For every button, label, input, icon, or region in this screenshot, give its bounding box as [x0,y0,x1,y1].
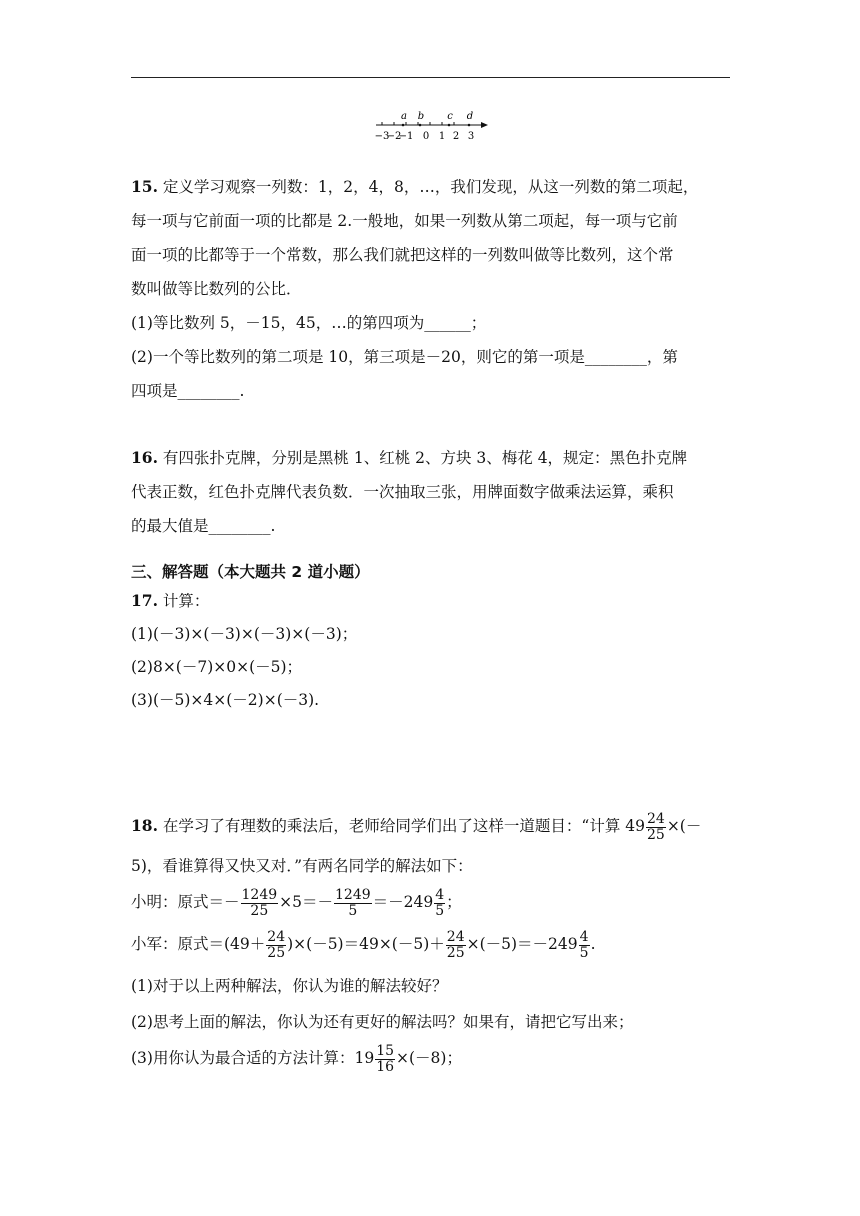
q18-text: 在学习了有理数的乘法后，老师给同学们出了这样一道题目：“计算 49 [162,817,645,835]
tick-label: −3 [374,131,390,142]
point-label-d: d [466,111,474,122]
fraction: $\frac{24}{25}$ [267,928,286,961]
fraction: $\frac{24}{25}$ [446,928,465,961]
fraction: $\frac{24}{25}$ [646,810,665,843]
number-line-arrow [481,122,488,128]
q15-text-line: 定义学习观察一列数：1，2，4，8，…，我们发现，从这一列数的第二项起， [162,178,699,196]
fraction: $\frac{15}{16}$ [376,1042,395,1075]
tick-label: 2 [452,131,460,142]
q16-text-line: 的最大值是________. [131,517,276,535]
q17-title: 计算： [162,592,210,610]
q18-part-3: (3)用你认为最合适的方法计算：19 $\frac{15}{16}$ ×(－8)； [131,1042,462,1075]
q17-part-2: (2)8×(－7)×0×(－5)； [131,658,303,676]
q18-text: 5)，看谁算得又快又对．”有两名同学的解法如下： [131,857,473,875]
header-rule [131,77,730,78]
point-label-a: a [401,111,407,122]
question-17 [131,584,731,717]
q16-text-line: 代表正数，红色扑克牌代表负数．一次抽取三张，用牌面数字做乘法运算，乘积 [131,483,674,501]
q15-text-line: 每一项与它前面一项的比都是 2.一般地，如果一列数从第二项起，每一项与它前 [131,212,678,230]
q15-text-line: 面一项的比都等于一个常数，那么我们就把这样的一列数叫做等比数列，这个常 [131,246,674,264]
question-number: 15. [131,177,158,196]
q15-part-2: (2)一个等比数列的第二项是 10，第三项是－20，则它的第一项是________，第 [131,348,678,366]
xiaoming-solution: 小明：原式＝－ $\frac{1249}{25}$ ×5＝－ $\frac{1249}{5}$ ＝－249 $\frac{4}{5}$ ； [131,886,462,919]
question-number: 17. [131,591,158,610]
q18-part-2: (2)思考上面的解法，你认为还有更好的解法吗？如果有，请把它写出来； [131,1013,634,1031]
question-16 [131,441,731,543]
section-title: 三、解答题（本大题共 2 道小题） [131,563,370,581]
question-15 [131,170,731,408]
question-18: 18. 在学习了有理数的乘法后，老师给同学们出了这样一道题目：“计算 49 $\frac{24}{25}$ ×(－ 5)，看谁算得又快又对．”有两名同学的解法如下： 小明：原式＝－ $\frac{1249}{25}$ ×5＝－ $\frac{1249}{5}$ ＝－249 $\frac{4}{5}$ ； 小军：原式＝(49＋ $\frac{24}{25}$ )×(－5)＝49×(－5)＋ $\frac{24}{25}$ ×(－5)＝－249 $\frac{4}{5}$ . (1)对于以上两种解法，你认为谁的解法较好？ (2)思考上面的解法，你认为还有更好的解法吗？如果有，请把它写出来； (3)用你认为最合适的方法计算：19 $\frac{15}{16}$ ×(－8)； [131,808,731,1082]
section-3 [131,557,731,587]
point-label-b: b [417,111,425,122]
tick-label: −1 [398,131,414,142]
q15-text-line: 数叫做等比数列的公比． [131,280,302,298]
q17-part-3: (3)(－5)×4×(－2)×(－3). [131,691,320,709]
xiaojun-solution: 小军：原式＝(49＋ $\frac{24}{25}$ )×(－5)＝49×(－5)＋ $\frac{24}{25}$ ×(－5)＝－249 $\frac{4}{5}$ . [131,928,596,961]
q18-part-1: (1)对于以上两种解法，你认为谁的解法较好？ [131,977,448,995]
fraction: $\frac{1249}{5}$ [335,886,371,919]
fraction: $\frac{1249}{25}$ [241,886,278,919]
q15-part-2-cont: 四项是________. [131,382,245,400]
tick-label: −2 [386,131,402,142]
question-number: 16. [131,448,158,467]
number-line-figure [360,105,500,145]
tick-label: 1 [438,131,446,142]
q16-text-line: 有四张扑克牌，分别是黑桃 1、红桃 2、方块 3、梅花 4，规定：黑色扑克牌 [162,449,688,467]
tick-label: 3 [467,131,475,142]
question-number: 18. [131,816,158,835]
q17-part-1: (1)(－3)×(－3)×(－3)×(－3)； [131,625,358,643]
q15-part-1: (1)等比数列 5，－15，45，…的第四项为______； [131,314,487,332]
fraction: $\frac{4}{5}$ [579,928,589,961]
point-label-c: c [447,111,453,122]
tick-label: 0 [422,131,430,142]
fraction: $\frac{4}{5}$ [435,886,445,919]
